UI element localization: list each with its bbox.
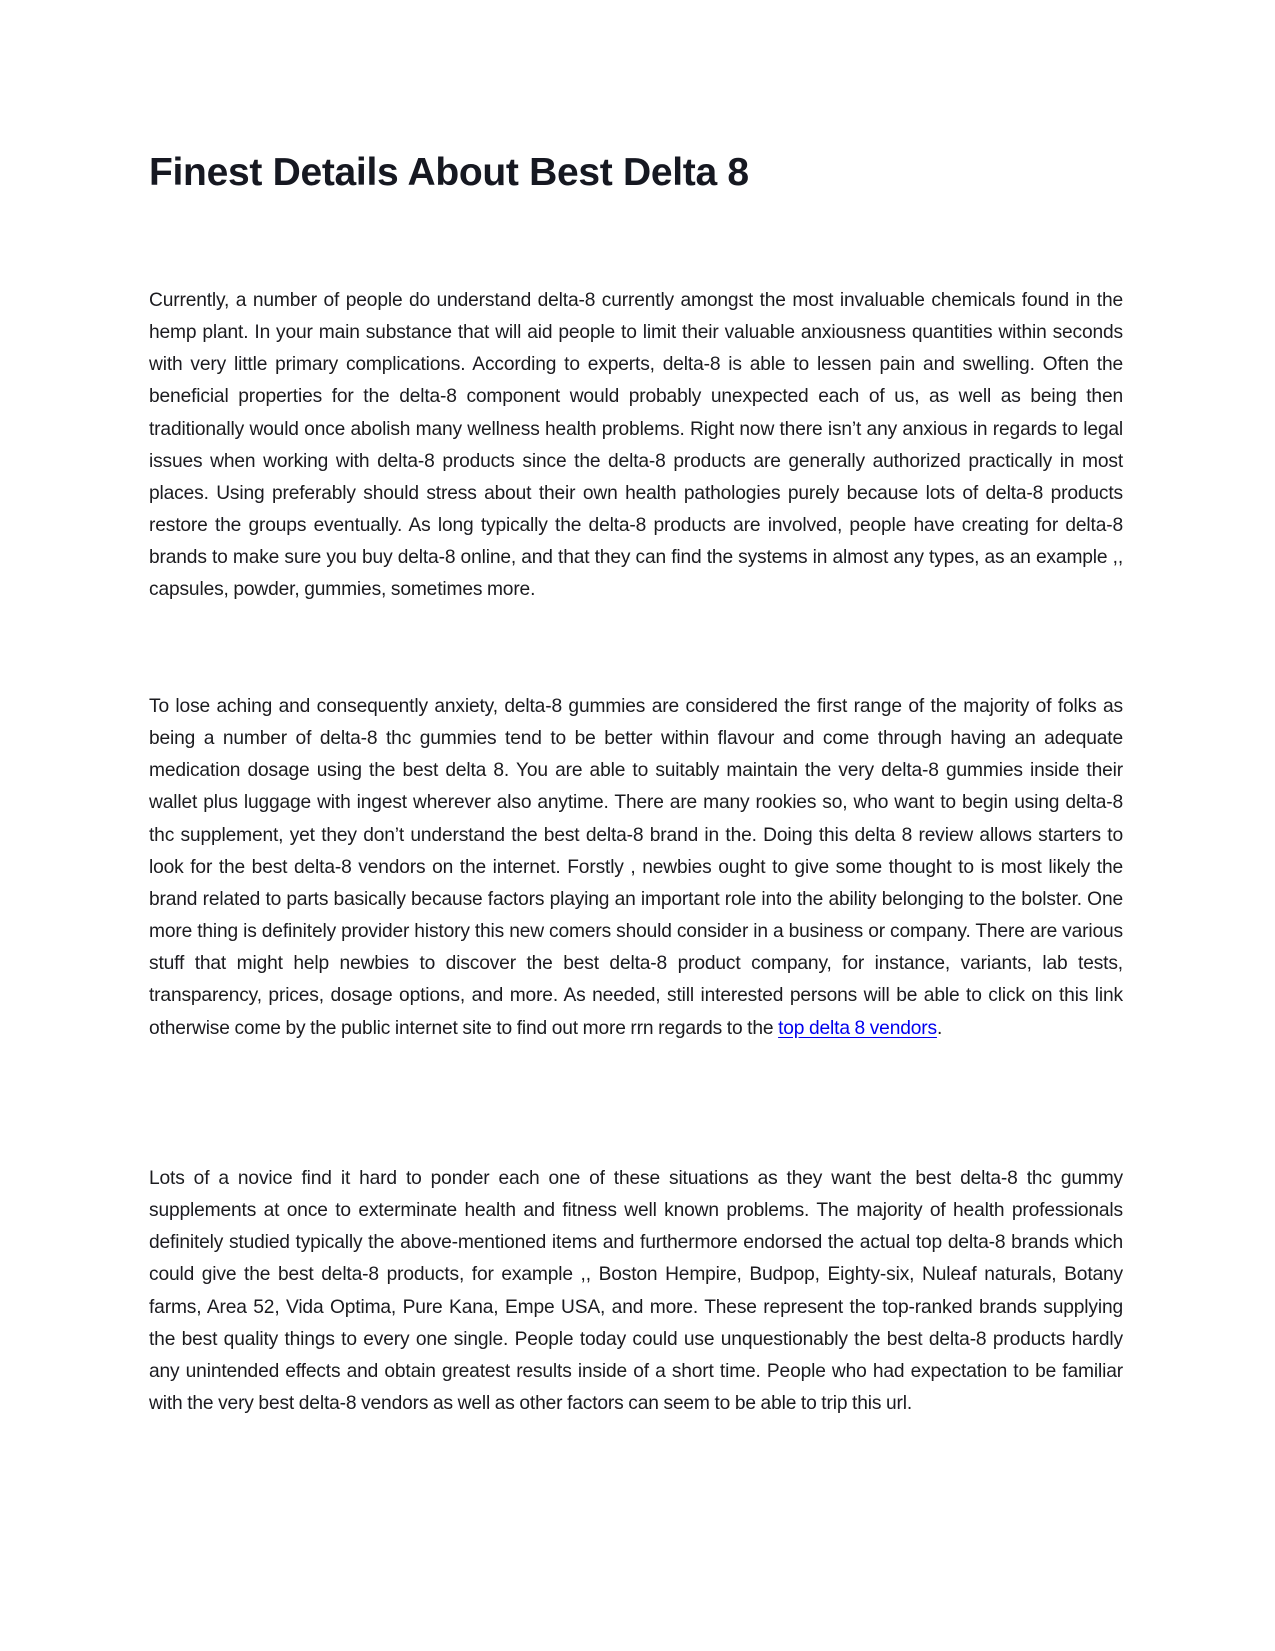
page-title: Finest Details About Best Delta 8 bbox=[149, 151, 749, 194]
paragraph-gummies-period: . bbox=[936, 1017, 943, 1039]
paragraph-intro: Currently, a number of people do understand delta-8 currently amongst the most invaluable chemicals found in the hemp plant. In your main substance that will aid people to limit their valuable anxiousness quantities within seconds with very little primary complications. According to experts, delta-8 is able to lessen pain and swelling. Often the beneficial properties for the delta-8 component would probably unexpected each of us, as well as being then traditionally would once abolish many wellness health problems. Right now there isn’t any anxious in regards to legal issues when working with delta-8 products since the delta-8 products are generally authorized practically in most places. Using preferably should stress about their own health pathologies purely because lots of delta-8 products restore the groups eventually. As long typically the delta-8 products are involved, people have creating for delta-8 brands to make sure you buy delta-8 online, and that they can find the systems in almost any types, as an example ,, capsules, powder, gummies, sometimes more. bbox=[149, 290, 1123, 601]
paragraph-brands: Lots of a novice find it hard to ponder each one of these situations as they want the best delta-8 thc gummy supplements at once to exterminate health and fitness well known problems. The majority of health professionals definitely studied typically the above-mentioned items and furthermore endorsed the actual top delta-8 brands which could give the best delta-8 products, for example ,, Boston Hempire, Budpop, Eighty-six, Nuleaf naturals, Botany farms, Area 52, Vida Optima, Pure Kana, Empe USA, and more. These represent the top-ranked brands supplying the best quality things to every one single. People today could use unquestionably the best delta-8 products hardly any unintended effects and obtain greatest results inside of a short time. People who had expectation to be familiar with the very best delta-8 vendors as well as other factors can seem to be able to trip this url. bbox=[149, 1168, 1123, 1415]
paragraph-gummies bbox=[149, 691, 1123, 1045]
paragraph-gummies-text: To lose aching and consequently anxiety, delta-8 gummies are considered the first range of the majority of folks as being a number of delta-8 thc gummies tend to be better within flavour and come through having an adequate medication dosage using the best delta 8. You are able to suitably maintain the very delta-8 gummies inside their wallet plus luggage with ingest wherever also anytime. There are many rookies so, who want to begin using delta-8 thc supplement, yet they don’t understand the best delta-8 brand in the. Doing this delta 8 review allows starters to look for the best delta-8 vendors on the internet. Forstly , newbies ought to give some thought to is most likely the brand related to parts basically because factors playing an important role into the ability belonging to the bolster. One more thing is definitely provider history this new comers should consider in a business or company. There are various stuff that might help newbies to discover the best delta-8 product company, for instance, variants, lab tests, transparency, prices, dosage options, and more. As needed, still interested persons will be able to click on this link otherwise come by the public internet site to find out more rrn regards to the bbox=[149, 696, 1123, 1039]
top-delta-8-vendors-link[interactable]: top delta 8 vendors bbox=[778, 1017, 937, 1039]
